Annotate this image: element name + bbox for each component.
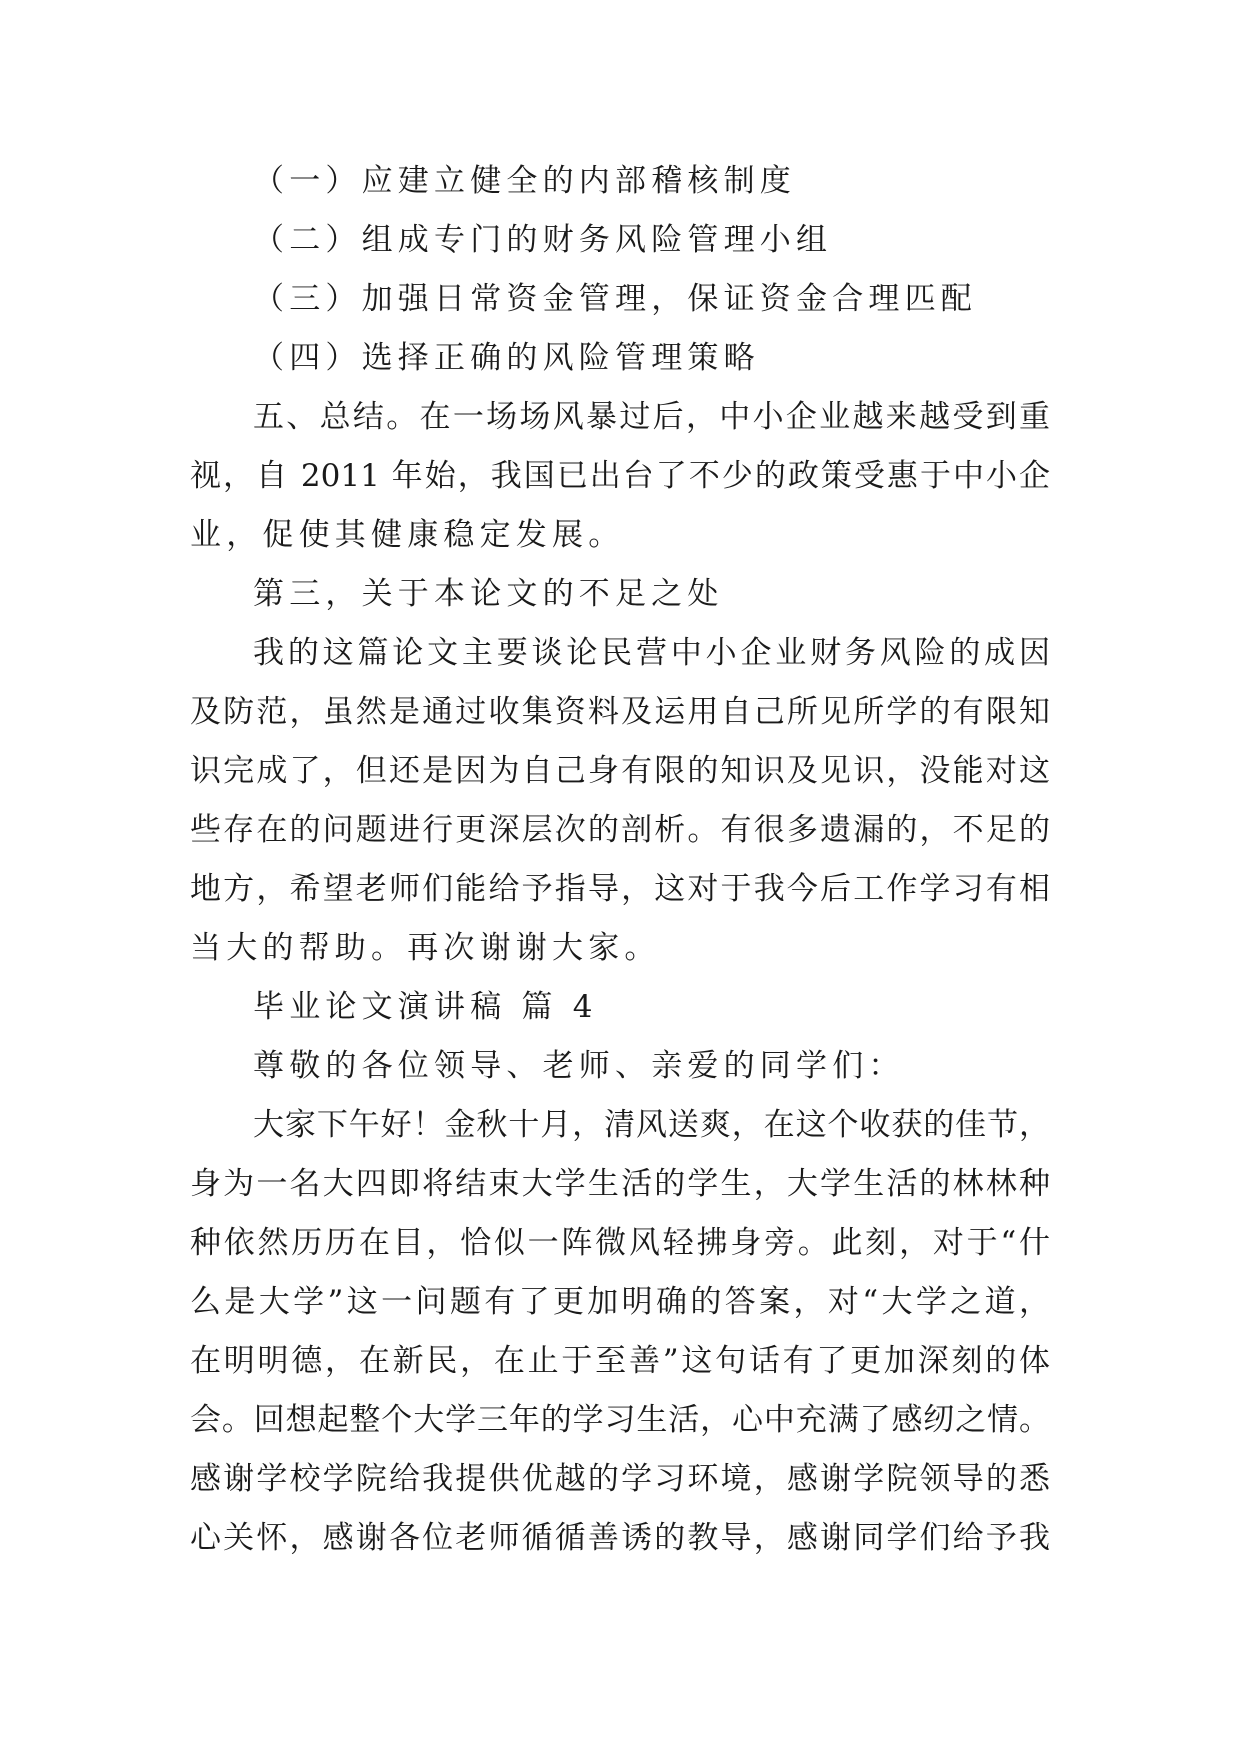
text-line: 我的这篇论文主要谈论民营中小企业财务风险的成因 <box>253 635 1050 671</box>
text-line: 么是大学”这一问题有了更加明确的答案，对“大学之道， <box>190 1284 1050 1320</box>
text-line: 身为一名大四即将结束大学生活的学生，大学生活的林林种 <box>190 1166 1050 1202</box>
text-line: 大家下午好！金秋十月，清风送爽，在这个收获的佳节， <box>253 1107 1050 1143</box>
text-line: 地方，希望老师们能给予指导，这对于我今后工作学习有相 <box>190 871 1050 907</box>
text-line: 及防范，虽然是通过收集资料及运用自己所见所学的有限知 <box>190 694 1050 730</box>
text-line: （一）应建立健全的内部稽核制度 <box>253 163 796 199</box>
section-title: 毕业论文演讲稿 篇 4 <box>253 989 598 1025</box>
text-line: 会。回想起整个大学三年的学习生活，心中充满了感纫之情。 <box>190 1402 1050 1438</box>
document-body <box>190 152 1050 1568</box>
text-line: 感谢学校学院给我提供优越的学习环境，感谢学院领导的悉 <box>190 1461 1050 1497</box>
text-line: （三）加强日常资金管理，保证资金合理匹配 <box>253 281 977 317</box>
text-line: 业，促使其健康稳定发展。 <box>190 517 625 553</box>
text-line: （四）选择正确的风险管理策略 <box>253 340 760 376</box>
text-line: 识完成了，但还是因为自己身有限的知识及见识，没能对这 <box>190 753 1050 789</box>
text-line: 些存在的问题进行更深层次的剖析。有很多遗漏的，不足的 <box>190 812 1050 848</box>
salutation: 尊敬的各位领导、老师、亲爱的同学们： <box>253 1048 905 1084</box>
text-line: （二）组成专门的财务风险管理小组 <box>253 222 833 258</box>
text-line: 心关怀，感谢各位老师循循善诱的教导，感谢同学们给予我 <box>190 1520 1050 1556</box>
section-heading: 第三，关于本论文的不足之处 <box>253 576 724 612</box>
text-line: 视，自 2011 年始，我国已出台了不少的政策受惠于中小企 <box>190 458 1050 494</box>
text-line: 当大的帮助。再次谢谢大家。 <box>190 930 661 966</box>
text-line: 种依然历历在目，恰似一阵微风轻拂身旁。此刻，对于“什 <box>190 1225 1050 1261</box>
text-line: 五、总结。在一场场风暴过后，中小企业越来越受到重 <box>253 399 1050 435</box>
text-line: 在明明德，在新民，在止于至善”这句话有了更加深刻的体 <box>190 1343 1050 1379</box>
